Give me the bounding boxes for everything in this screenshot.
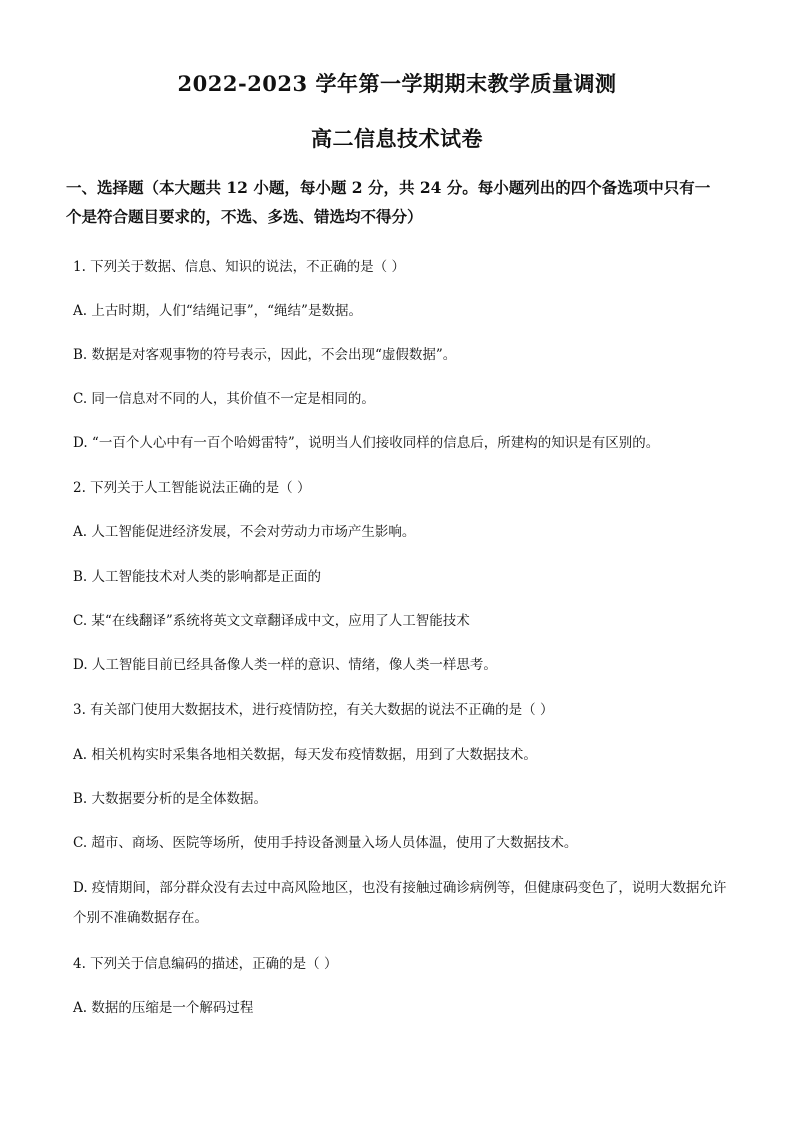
exam-title: 2022-2023 学年第一学期期末教学质量调测 <box>177 71 617 96</box>
question-3-option-c: C. 超市、商场、医院等场所，使用手持设备测量入场人员体温，使用了大数据技术。 <box>73 835 578 851</box>
question-1-option-b: B. 数据是对客观事物的符号表示，因此，不会出现“虚假数据”。 <box>73 347 457 363</box>
question-4-option-a: A. 数据的压缩是一个解码过程 <box>73 1000 254 1016</box>
question-2-option-b: B. 人工智能技术对人类的影响都是正面的 <box>73 569 322 585</box>
question-3-option-a: A. 相关机构实时采集各地相关数据，每天发布疫情数据，用到了大数据技术。 <box>73 747 537 763</box>
question-1-option-a: A. 上古时期，人们“结绳记事”，“绳结”是数据。 <box>73 303 362 319</box>
question-4-stem: 4. 下列关于信息编码的描述，正确的是（ ） <box>73 956 338 972</box>
question-3-option-b: B. 大数据要分析的是全体数据。 <box>73 791 268 807</box>
question-1-option-d: D. “一百个人心中有一百个哈姆雷特”，说明当人们接收同样的信息后，所建构的知识是有区别的。 <box>73 435 660 451</box>
question-1-option-c: C. 同一信息对不同的人，其价值不一定是相同的。 <box>73 391 375 407</box>
question-1-stem: 1. 下列关于数据、信息、知识的说法，不正确的是（ ） <box>73 259 405 275</box>
question-3-stem: 3. 有关部门使用大数据技术，进行疫情防控，有关大数据的说法不正确的是（ ） <box>73 702 554 718</box>
question-2-option-d: D. 人工智能目前已经具备像人类一样的意识、情绪，像人类一样思考。 <box>73 657 497 673</box>
section-heading: 一、选择题（本大题共 12 小题，每小题 2 分，共 24 分。每小题列出的四个备选项中只有一个是符合题目要求的，不选、多选、错选均不得分） <box>66 178 711 226</box>
question-2-option-a: A. 人工智能促进经济发展，不会对劳动力市场产生影响。 <box>73 524 416 540</box>
exam-subtitle: 高二信息技术试卷 <box>311 126 483 151</box>
question-2-option-c: C. 某“在线翻译”系统将英文文章翻译成中文，应用了人工智能技术 <box>73 613 470 629</box>
question-3-option-d: D. 疫情期间，部分群众没有去过中高风险地区，也没有接触过确诊病例等，但健康码变色了，说明大数据允许个别不准确数据存在。 <box>73 880 727 926</box>
question-2-stem: 2. 下列关于人工智能说法正确的是（ ） <box>73 480 311 496</box>
